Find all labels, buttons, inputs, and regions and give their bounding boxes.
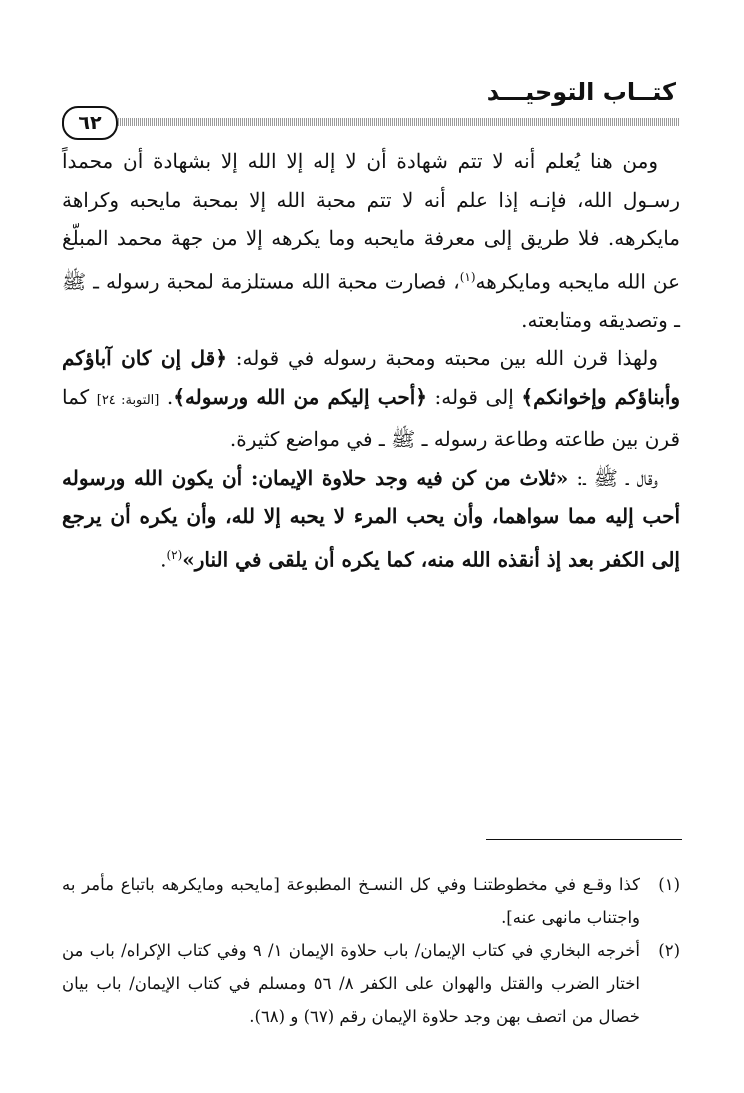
- footnote-1: [62, 868, 680, 934]
- paragraph-2-mid: إلى قوله:: [434, 384, 514, 409]
- footnote-separator: [486, 839, 682, 840]
- paragraph-2-end: كما قرن بين طاعته وطاعة رسوله ـ ﷺ ـ في مواضع كثيرة.: [62, 384, 680, 452]
- footnote-2: [62, 934, 680, 1033]
- running-title: كتــاب التوحيـــد: [486, 78, 676, 106]
- footnote-ref-1: (١): [459, 269, 476, 284]
- footnote-1-text: كذا وقـع في مخطوطتنـا وفي كل النسـخ المطبوعة [مايحبه ومايكرهه باتباع مأمر به واجتناب مانهى عنه].: [62, 875, 640, 927]
- paragraph-1: [62, 142, 680, 339]
- paragraph-3: [62, 459, 680, 579]
- footnote-ref-2: (٢): [166, 547, 183, 562]
- page-number: ٦٢: [62, 106, 118, 140]
- main-text: [62, 142, 680, 579]
- footnote-2-number: (٢): [658, 941, 680, 960]
- footnotes: [62, 868, 680, 1033]
- footnote-1-number: (١): [658, 875, 680, 894]
- paragraph-1-end: ، فصارت محبة الله مستلزمة لمحبة رسوله ـ ﷺ ـ وتصديقه ومتابعته.: [62, 269, 680, 332]
- footnote-2-text: أخرجه البخاري في كتاب الإيمان/ باب حلاوة الإيمان ١/ ٩ وفي كتاب الإكراه/ باب من اختار الضرب والقتل والهوان على الكفر ٨/ ٥٦ ومسلم في كتاب الإيمان/ باب بيان خصال من اتصف بهن وجد حلاوة الإيمان رقم (٦٧) و (٦٨).: [62, 941, 640, 1026]
- surah-citation: [التوبة: ٢٤]: [96, 392, 160, 408]
- paragraph-2: ولهذا قرن الله بين محبته ومحبة رسوله في قوله: ﴿قل إن كان آباؤكم وأبناؤكم وإخوانكم﴾ إلى قوله: ﴿أحب إليكم من الله ورسوله﴾. [التوبة: ٢٤] كما قرن بين طاعته وطاعة رسوله ـ ﷺ ـ في مواضع كثيرة.: [62, 346, 681, 452]
- hadith-quote: «ثلاث من كن فيه وجد حلاوة الإيمان: أن يكون الله ورسوله أحب إليه مما سواهما، وأن يحب المرء لا يحبه إلا لله، وأن يكره أن يرجع إلى الكفر بعد إذ أنقذه الله منه، كما يكره أن يلقى في النار»: [62, 465, 680, 572]
- paragraph-3-start: وقال ـ ﷺ ـ:: [576, 465, 659, 490]
- paragraph-1-text: ومن هنا يُعلم أنه لا تتم شهادة أن لا إله إلا الله إلا بشهادة أن محمداً رسـول الله، فإنـه إذا علم أنه لا تتم محبة الله إلا بمحبة مايحبه وكراهة مايكرهه. فلا طريق إلى معرفة مايحبه وما يكرهه إلا من جهة محمد المبلّغ عن الله مايحبه ومايكرهه: [62, 149, 681, 294]
- page-header: [62, 78, 680, 134]
- paragraph-2-start: ولهذا قرن الله بين محبته ومحبة رسوله في قوله:: [235, 346, 659, 371]
- quran-quote-1: ﴿قل إن كان آباؤكم وأبناؤكم وإخوانكم﴾: [62, 346, 681, 409]
- paragraph-3-end: .: [160, 547, 167, 572]
- header-rule: [62, 118, 680, 126]
- quran-quote-2: ﴿أحب إليكم من الله ورسوله﴾: [173, 384, 427, 409]
